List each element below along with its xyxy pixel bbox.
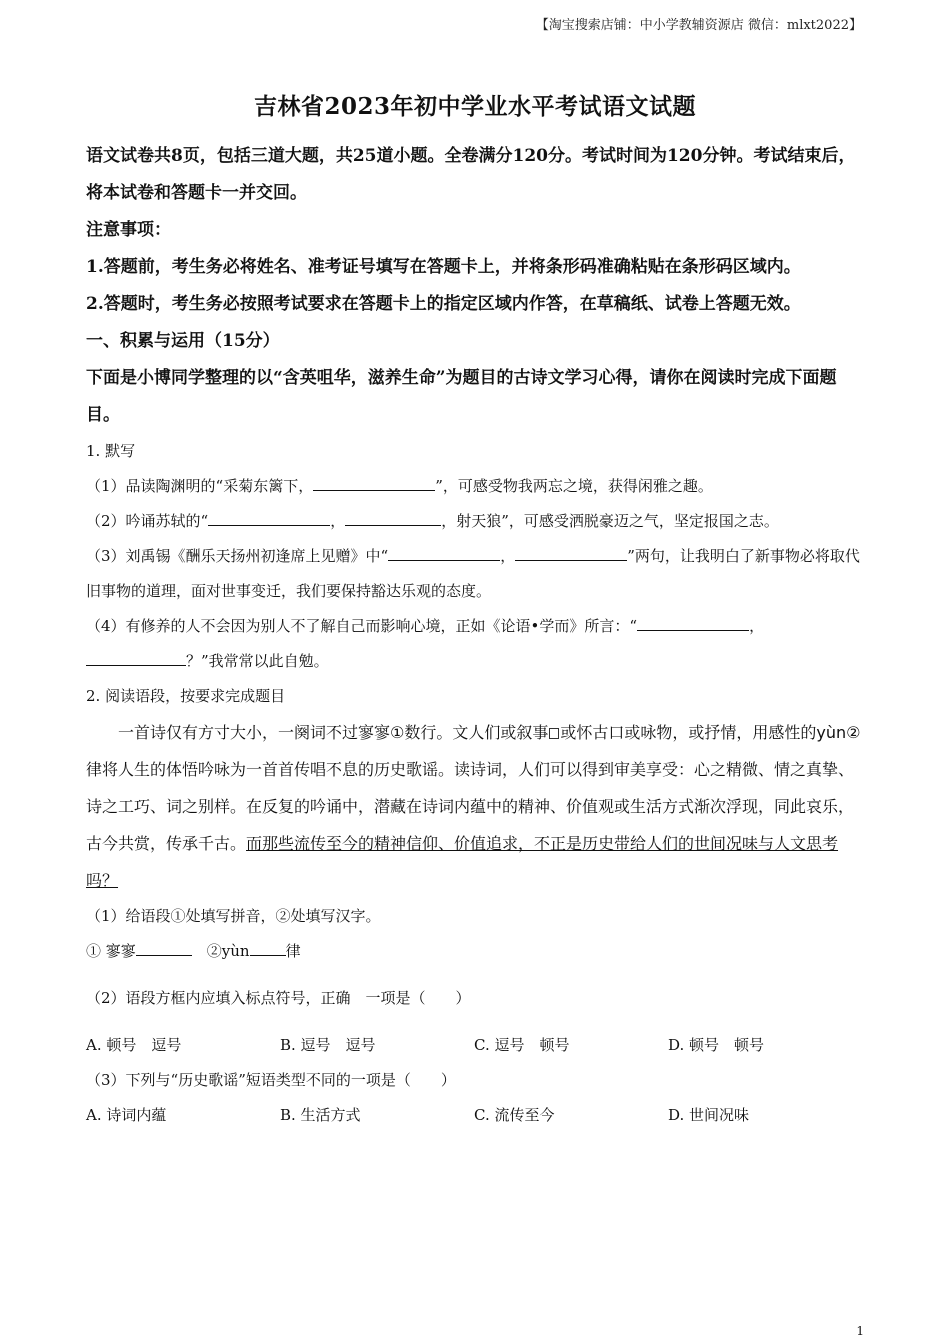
option-d[interactable]: D. 世间况味 <box>668 1106 750 1124</box>
option-c[interactable]: C. 逗号 顿号 <box>474 1036 570 1054</box>
option-b[interactable]: B. 逗号 逗号 <box>280 1036 376 1054</box>
answer-blank[interactable] <box>86 649 186 666</box>
answer-blank[interactable] <box>313 474 435 491</box>
intro-paragraph: 语文试卷共8页，包括三道大题，共25道小题。全卷满分120分。考试时间为120分钟。考试结束后，将本试卷和答题卡一并交回。 <box>86 146 856 203</box>
reading-passage: 一首诗仅有方寸大小，一阕词不过寥寥①数行。文人们或叙事 或怀古口或咏物，或抒情，用感性的yùn②律将人生的体悟吟咏为一首首传唱不息的历史歌谣。读诗词，人们可以得到审美享受：心之精微、情之真挚、诗之工巧、词之别样。在反复的吟诵中，潜藏在诗词内蕴中的精神、价值观或生活方式渐次浮现，同此哀乐，古今共赏，传承千古。而那些流传至今的精神信仰、价值追求，不正是历史带给人们的世间况味与人文思考吗？ <box>86 723 861 890</box>
question-1-item-2: （2）吟诵苏轼的“ ， ，射天狼”，可感受洒脱豪迈之气，坚定报国之志。 <box>86 504 864 539</box>
question-2-sub-2-options <box>86 1028 864 1063</box>
page-number: 1 <box>856 1324 864 1338</box>
exam-body <box>86 138 864 1133</box>
question-2-sub-3-options <box>86 1098 864 1133</box>
question-2-sub-2: （2）语段方框内应填入标点符号，正确 一项是（ ） <box>86 989 471 1007</box>
question-1-item-3: （3）刘禹锡《酬乐天扬州初逢席上见赠》中“ ， ”两句，让我明白了新事物必将取代旧事物的道理，面对世事变迁，我们要保持豁达乐观的态度。 <box>86 539 864 609</box>
underlined-sentence: 而那些流传至今的精神信仰、价值追求，不正是历史带给人们的世间况味与人文思考吗？ <box>86 834 839 890</box>
question-1-item-1: （1）品读陶渊明的“采菊东篱下， ”，可感受物我两忘之境，获得闲雅之趣。 <box>86 469 864 504</box>
option-b[interactable]: B. 生活方式 <box>280 1106 361 1124</box>
section-heading: 一、积累与运用（15分） <box>86 331 280 351</box>
question-1-item-4: （4）有修养的人不会因为别人不了解自己而影响心境，正如《论语•学而》所言：“ ，？”我常常以此自勉。 <box>86 609 864 679</box>
question-2-sub-3: （3）下列与“历史歌谣”短语类型不同的一项是（ ） <box>86 1071 456 1089</box>
section-intro: 下面是小博同学整理的以“含英咀华，滋养生命”为题目的古诗文学习心得，请你在阅读时完成下面题目。 <box>86 368 837 425</box>
option-c[interactable]: C. 流传至今 <box>474 1106 555 1124</box>
pinyin-blank[interactable] <box>136 939 192 956</box>
option-a[interactable]: A. 诗词内蕴 <box>86 1106 167 1124</box>
option-d[interactable]: D. 顿号 顿号 <box>668 1036 765 1054</box>
question-1-label: 1. 默写 <box>86 442 136 460</box>
answer-blank[interactable] <box>637 614 749 631</box>
question-2-sub-1-blanks: ① 寥寥 ②yùn 律 <box>86 934 864 969</box>
punctuation-box[interactable] <box>549 728 559 739</box>
notice-item-2: 2.答题时，考生务必按照考试要求在答题卡上的指定区域内作答，在草稿纸、试卷上答题无效。 <box>86 294 801 314</box>
question-2-label: 2. 阅读语段，按要求完成题目 <box>86 687 286 705</box>
answer-blank[interactable] <box>208 509 330 526</box>
answer-blank[interactable] <box>388 544 500 561</box>
question-2-sub-1: （1）给语段①处填写拼音，②处填写汉字。 <box>86 907 381 925</box>
character-blank[interactable] <box>250 939 286 956</box>
option-a[interactable]: A. 顿号 逗号 <box>86 1036 182 1054</box>
notice-heading: 注意事项： <box>86 220 171 240</box>
answer-blank[interactable] <box>515 544 627 561</box>
page-title: 吉林省2023年初中学业水平考试语文试题 <box>253 93 696 120</box>
header-note: 【淘宝搜索店铺：中小学教辅资源店 微信：mlxt2022】 <box>535 18 862 33</box>
answer-blank[interactable] <box>345 509 441 526</box>
notice-item-1: 1.答题前，考生务必将姓名、准考证号填写在答题卡上，并将条形码准确粘贴在条形码区域内。 <box>86 257 801 277</box>
